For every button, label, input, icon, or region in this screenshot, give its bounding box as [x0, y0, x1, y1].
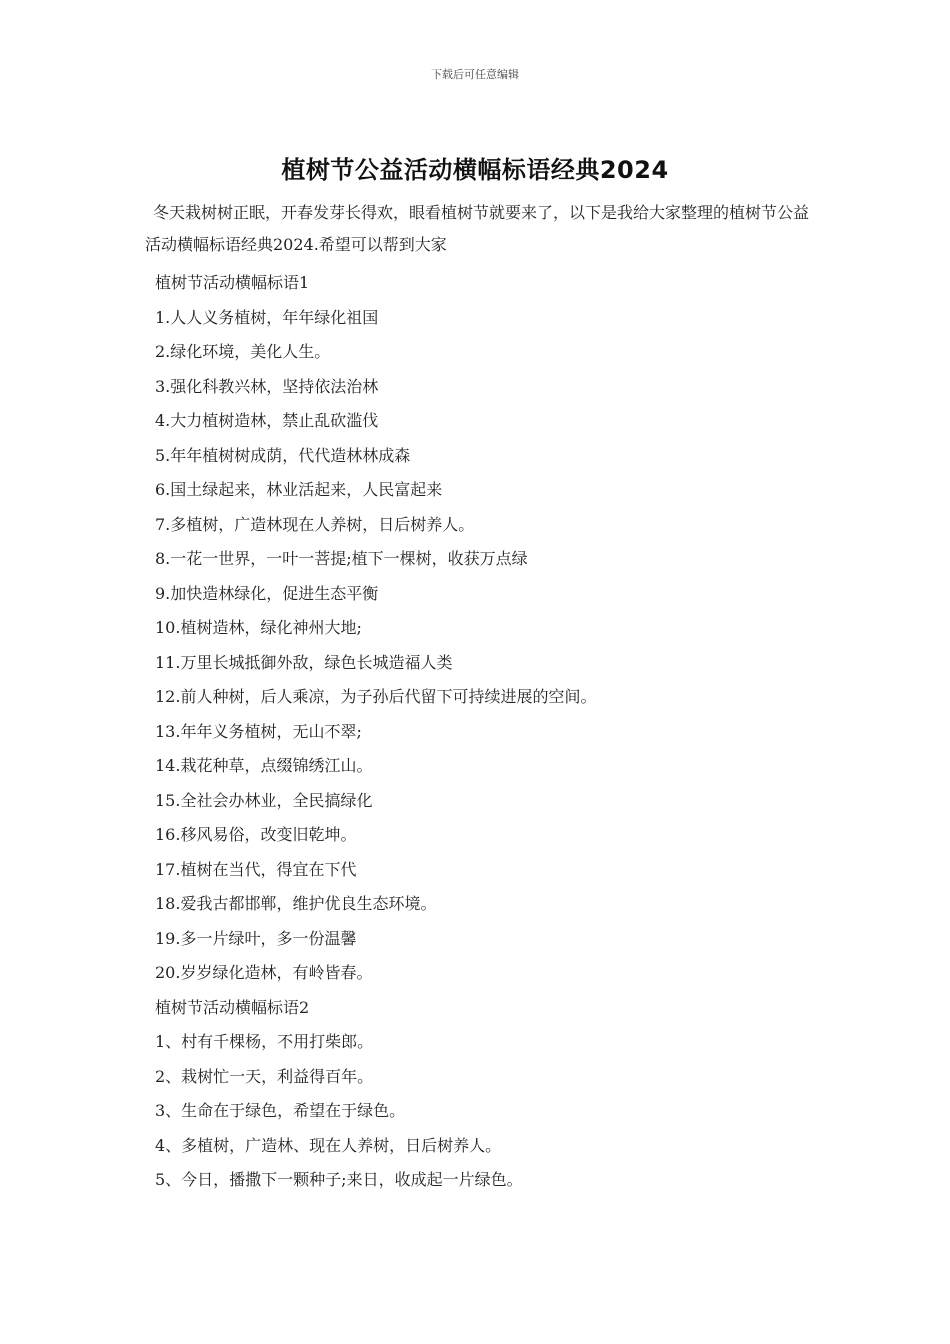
list-item: 5.年年植树树成荫，代代造林林成森 [155, 445, 411, 465]
list-item: 12.前人种树，后人乘凉，为子孙后代留下可持续进展的空间。 [155, 687, 597, 706]
list-item: 17.植树在当代，得宜在下代 [155, 859, 357, 879]
list-item: 1.人人义务植树，年年绿化祖国 [155, 307, 379, 327]
list-item: 18.爱我古都邯郸，维护优良生态环境。 [155, 894, 437, 913]
list-item: 3、生命在于绿色，希望在于绿色。 [155, 1101, 406, 1120]
list-item: 7.多植树，广造林现在人养树，日后树养人。 [155, 514, 475, 534]
list-item: 6.国土绿起来，林业活起来，人民富起来 [155, 480, 443, 499]
list-item: 16.移风易俗，改变旧乾坤。 [155, 825, 357, 844]
list-item: 3.强化科教兴林，坚持依法治林 [155, 376, 379, 396]
list-item: 9.加快造林绿化，促进生态平衡 [155, 583, 379, 603]
list-item: 2、栽树忙一天，利益得百年。 [155, 1066, 374, 1086]
list-item: 14.栽花种草，点缀锦绣江山。 [155, 756, 373, 775]
intro-paragraph: 冬天栽树树正眠，开春发芽长得欢，眼看植树节就要来了，以下是我给大家整理的植树节公益活动横幅标语经典2024.希望可以帮到大家 [145, 203, 810, 254]
list-item: 5、今日，播撒下一颗种子;来日，收成起一片绿色。 [155, 1170, 523, 1189]
header-note: 下载后可任意编辑 [431, 68, 519, 81]
list-item: 10.植树造林，绿化神州大地; [155, 618, 362, 637]
list-item: 4.大力植树造林，禁止乱砍滥伐 [155, 411, 379, 430]
section-heading: 植树节活动横幅标语1 [155, 273, 310, 292]
list-item: 13.年年义务植树，无山不翠; [155, 721, 362, 741]
list-item: 11.万里长城抵御外敌，绿色长城造福人类 [155, 652, 453, 672]
list-item: 8.一花一世界，一叶一菩提;植下一棵树，收获万点绿 [155, 549, 528, 568]
list-item: 2.绿化环境，美化人生。 [155, 342, 331, 361]
list-item: 4、多植树，广造林、现在人养树，日后树养人。 [155, 1135, 502, 1155]
section-heading: 植树节活动横幅标语2 [155, 997, 310, 1017]
list-item: 19.多一片绿叶，多一份温馨 [155, 928, 357, 948]
list-item: 20.岁岁绿化造林，有岭皆春。 [155, 963, 373, 982]
list-item: 1、村有千棵杨，不用打柴郎。 [155, 1032, 374, 1051]
list-item: 15.全社会办林业，全民搞绿化 [155, 790, 373, 810]
document-title: 植树节公益活动横幅标语经典2024 [281, 156, 669, 184]
